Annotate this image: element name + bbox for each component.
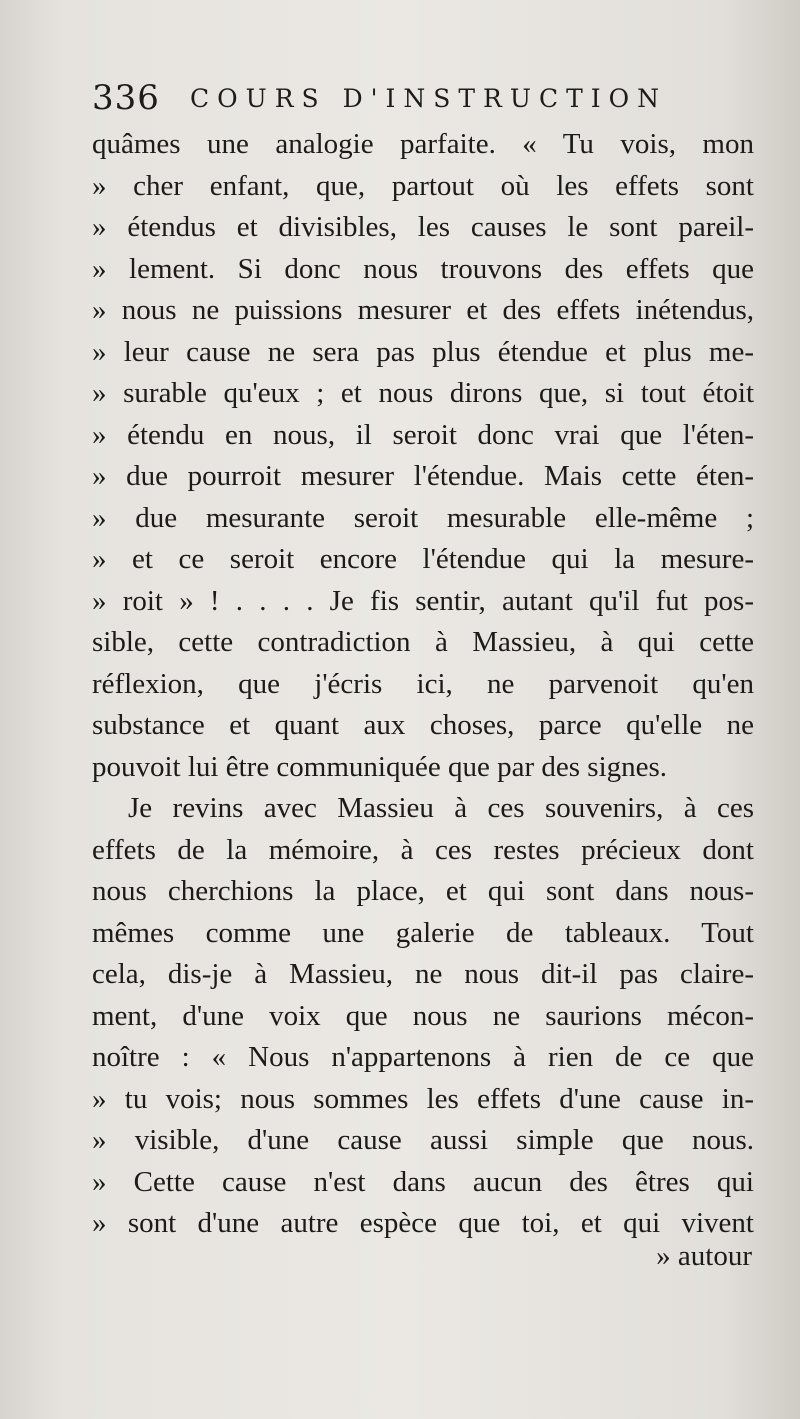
text-line: » due mesurante seroit mesurable elle-même ; bbox=[92, 501, 754, 534]
text-line: » tu vois; nous sommes les effets d'une cause in- bbox=[92, 1082, 754, 1115]
body-text bbox=[92, 124, 754, 1245]
text-line: » lement. Si donc nous trouvons des effets que bbox=[92, 252, 754, 285]
text-line: » visible, d'une cause aussi simple que nous. bbox=[92, 1124, 754, 1156]
text-line: » leur cause ne sera pas plus étendue et plus me- bbox=[92, 335, 754, 368]
running-head: COURS D'INSTRUCTION bbox=[190, 84, 667, 113]
page-header bbox=[92, 70, 732, 120]
text-line: noître : « Nous n'appartenons à rien de ce que bbox=[92, 1041, 754, 1073]
text-line: pouvoit lui être communiquée que par des signes. bbox=[92, 750, 668, 783]
text-line: mêmes comme une galerie de tableaux. Tout bbox=[92, 916, 754, 949]
text-line: cela, dis-je à Massieu, ne nous dit-il pas claire- bbox=[92, 958, 754, 990]
text-line: » nous ne puissions mesurer et des effets inétendus, bbox=[92, 294, 754, 326]
text-line: » étendus et divisibles, les causes le sont pareil- bbox=[92, 211, 754, 243]
text-line: ment, d'une voix que nous ne saurions mécon- bbox=[92, 999, 754, 1032]
text-line: sible, cette contradiction à Massieu, à qui cette bbox=[92, 626, 754, 658]
text-line: » cher enfant, que, partout où les effets sont bbox=[92, 169, 754, 202]
text-line: effets de la mémoire, à ces restes précieux dont bbox=[92, 833, 754, 866]
text-line: nous cherchions la place, et qui sont dans nous- bbox=[92, 875, 754, 907]
catchword: » autour bbox=[656, 1240, 752, 1272]
text-line: » surable qu'eux ; et nous dirons que, si tout étoit bbox=[92, 377, 754, 409]
text-line: réflexion, que j'écris ici, ne parvenoit qu'en bbox=[92, 667, 754, 700]
text-line: substance et quant aux choses, parce qu'elle ne bbox=[92, 709, 754, 741]
text-line: quâmes une analogie parfaite. « Tu vois, mon bbox=[92, 128, 754, 160]
page-number: 336 bbox=[92, 78, 160, 118]
text-line: » due pourroit mesurer l'étendue. Mais cette éten- bbox=[92, 460, 754, 492]
text-line: » et ce seroit encore l'étendue qui la mesure- bbox=[92, 543, 754, 575]
text-line: » sont d'une autre espèce que toi, et qui vivent bbox=[92, 1207, 754, 1239]
text-line: » Cette cause n'est dans aucun des êtres qui bbox=[92, 1165, 754, 1198]
text-line: » roit » ! . . . . Je fis sentir, autant qu'il fut pos- bbox=[92, 584, 754, 617]
text-line: Je revins avec Massieu à ces souvenirs, à ces bbox=[128, 792, 754, 824]
text-line: » étendu en nous, il seroit donc vrai que l'éten- bbox=[92, 418, 754, 451]
